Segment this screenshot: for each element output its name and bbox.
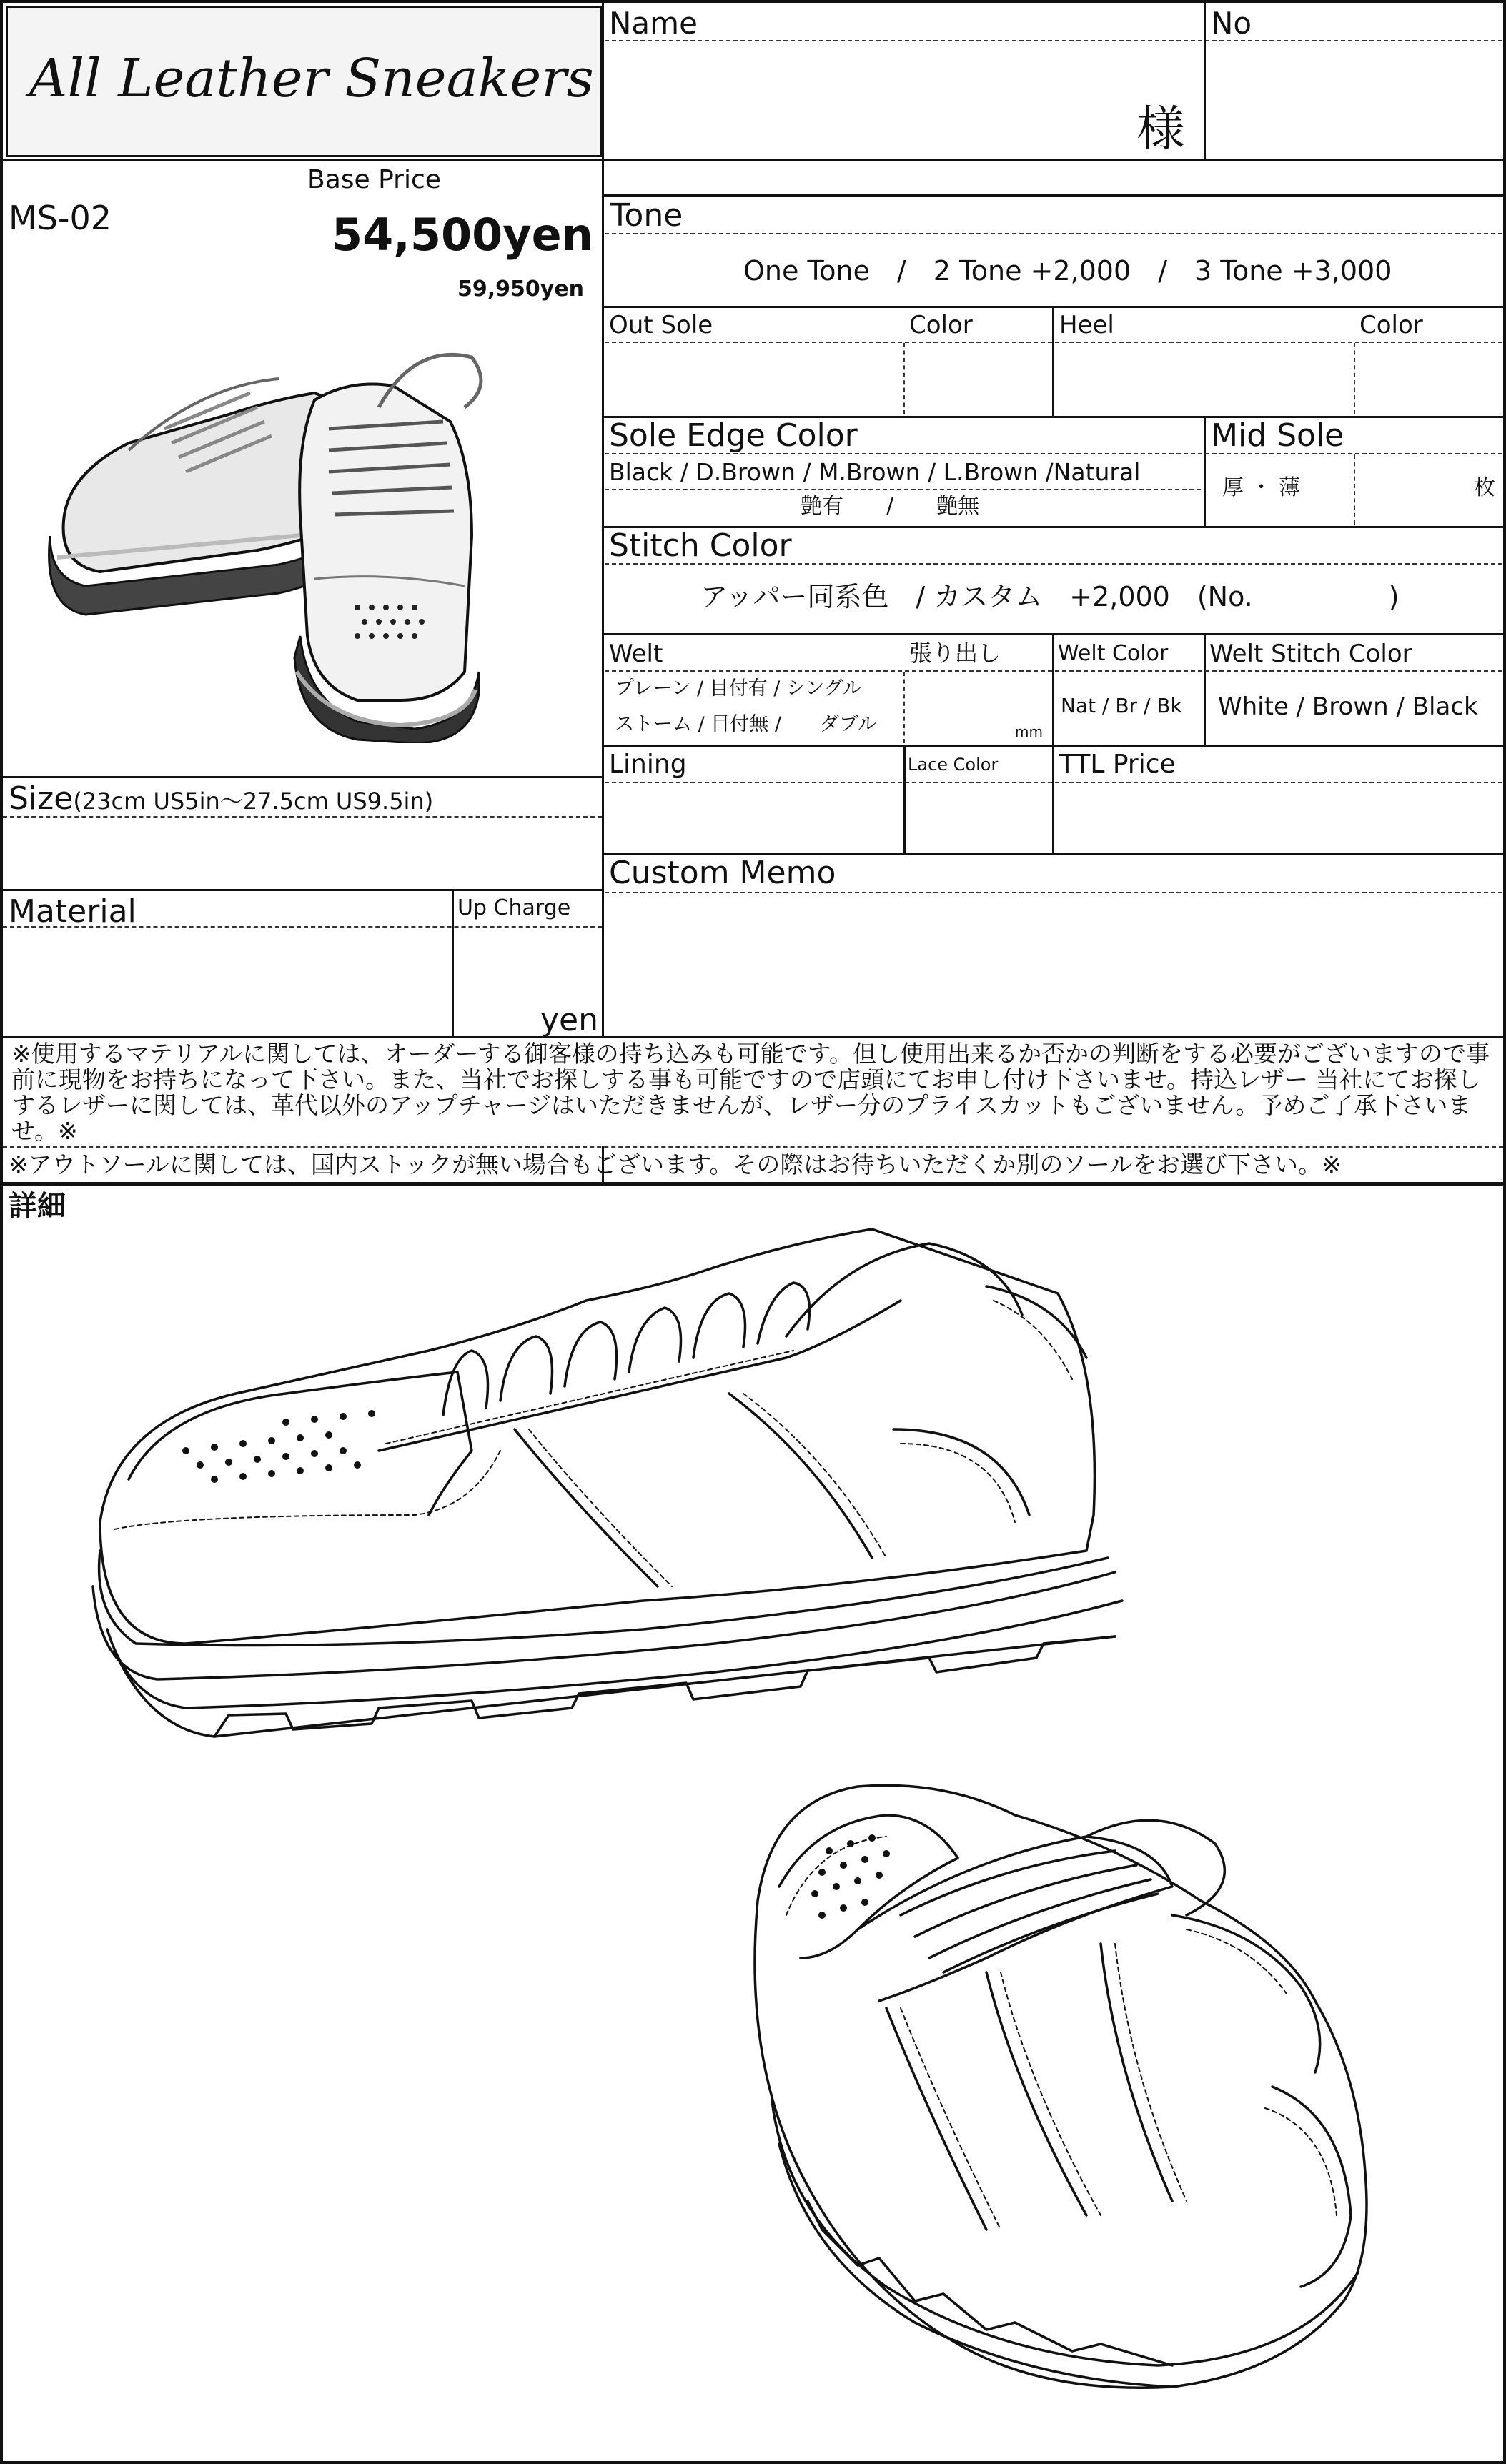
out-sole-field[interactable]: [605, 344, 901, 413]
no-label: No: [1211, 6, 1252, 41]
mid-sole-unit: 枚: [1474, 475, 1495, 500]
material-field[interactable]: [3, 929, 450, 1035]
no-field[interactable]: [1207, 43, 1502, 157]
welt-label: Welt: [609, 640, 663, 668]
custom-memo-field[interactable]: [605, 895, 1502, 1035]
sneaker-rear-view-drawing: [715, 1772, 1415, 2401]
base-price-label: Base Price: [307, 165, 441, 194]
page-title: All Leather Sneakers: [29, 48, 594, 109]
note-line-1: ※使用するマテリアルに関しては、オーダーする御客様の持ち込みも可能です。但し使用出来るか否かの判断をする必要がございますので事: [11, 1040, 1490, 1068]
welt-protrusion-label: 張り出し: [909, 640, 1001, 667]
out-sole-label: Out Sole: [609, 311, 713, 339]
heel-label: Heel: [1059, 311, 1114, 339]
price-with-tax: 59,950yen: [457, 277, 585, 302]
welt-stitch-color-options[interactable]: White / Brown / Black: [1218, 692, 1478, 721]
size-range: (23cm US5in～27.5cm US9.5in): [73, 788, 434, 815]
mid-sole-options[interactable]: 厚 ・ 薄: [1222, 475, 1301, 500]
ttl-price-field[interactable]: [1055, 785, 1502, 852]
custom-memo-label: Custom Memo: [609, 855, 836, 891]
lining-field[interactable]: [605, 785, 901, 852]
note-line-2: 前に現物をお持ちになって下さい。また、当社でお探しする事も可能ですので店頭にてお申し付け下さいませ。持込レザー 当社にてお探し: [11, 1065, 1481, 1093]
note-line-4: せ。※: [11, 1117, 78, 1145]
name-field[interactable]: [605, 43, 1201, 157]
out-sole-color-label: Color: [909, 311, 973, 339]
note-line-3: するレザーに関しては、革代以外のアップチャージはいただきませんが、レザー分のプライスカットもございません。予めご了承下さいま: [11, 1091, 1472, 1119]
note-line-5: ※アウトソールに関しては、国内ストックが無い場合もございます。その際はお待ちいただくか別のソールをお選び下さい。※: [9, 1151, 1342, 1178]
welt-color-label: Welt Color: [1058, 641, 1169, 666]
heel-color-label: Color: [1359, 311, 1423, 339]
material-label: Material: [9, 893, 137, 930]
sole-edge-options[interactable]: Black / D.Brown / M.Brown / L.Brown /Natural: [609, 458, 1141, 486]
stitch-color-label: Stitch Color: [609, 527, 792, 564]
model-number: MS-02: [9, 199, 112, 237]
lining-label: Lining: [609, 750, 687, 779]
welt-type-line2[interactable]: ストーム / 目付無 / ダブル: [615, 713, 877, 735]
detail-label: 詳細: [9, 1190, 66, 1223]
heel-field[interactable]: [1055, 344, 1351, 413]
sneaker-side-view-drawing: [71, 1215, 1179, 1758]
welt-stitch-color-label: Welt Stitch Color: [1209, 640, 1412, 668]
mid-sole-label: Mid Sole: [1211, 417, 1344, 454]
upcharge-unit: yen: [540, 1002, 598, 1038]
product-photo: [43, 300, 515, 743]
title-box: [6, 6, 602, 157]
honorific-sama: 様: [1136, 101, 1186, 158]
out-sole-color-field[interactable]: [906, 344, 1049, 413]
notes-block: [3, 1038, 1503, 1146]
size-label: [9, 780, 434, 817]
ttl-price-label: TTL Price: [1059, 750, 1176, 779]
base-price: 54,500yen: [332, 209, 593, 261]
name-label: Name: [609, 6, 698, 41]
tone-options[interactable]: One Tone / 2 Tone +2,000 / 3 Tone +3,000: [743, 255, 1392, 287]
lace-color-field[interactable]: [906, 785, 1049, 852]
sole-edge-finish[interactable]: 艶有 / 艶無: [801, 494, 980, 519]
sole-edge-label: Sole Edge Color: [609, 417, 858, 454]
size-field[interactable]: [3, 819, 599, 888]
upcharge-label: Up Charge: [457, 895, 571, 920]
welt-protrusion-unit: mm: [1015, 723, 1043, 740]
welt-type-line1[interactable]: プレーン / 目付有 / シングル: [615, 677, 862, 700]
size-label-text: Size: [9, 780, 74, 817]
tone-label: Tone: [610, 197, 683, 234]
stitch-color-options[interactable]: アッパー同系色 / カスタム +2,000 (No. ): [700, 581, 1400, 612]
heel-color-field[interactable]: [1357, 344, 1502, 413]
welt-color-options[interactable]: Nat / Br / Bk: [1061, 694, 1182, 717]
lace-color-label: Lace Color: [908, 755, 999, 775]
